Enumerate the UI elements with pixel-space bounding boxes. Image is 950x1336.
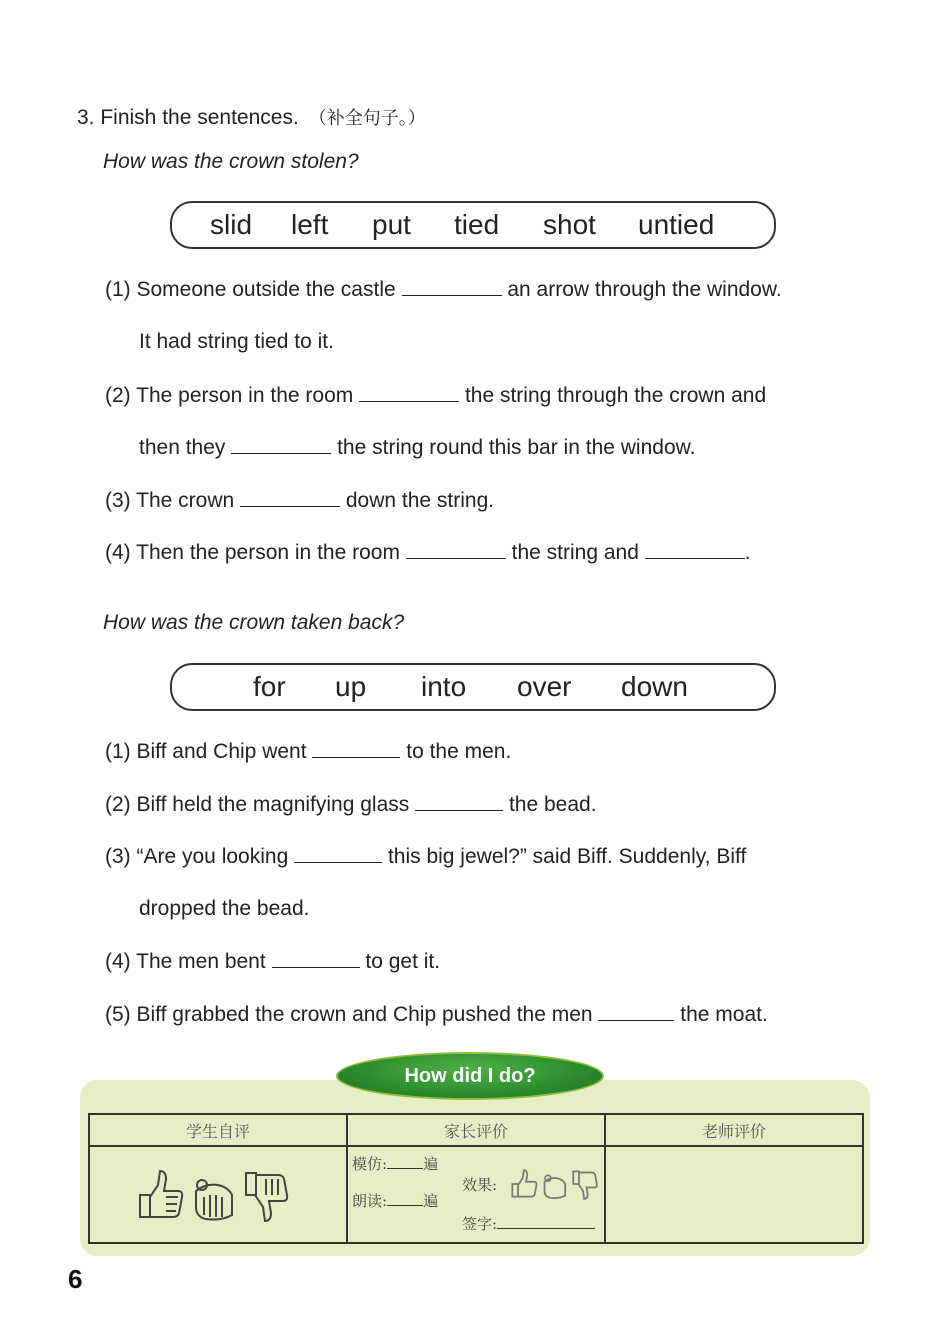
answer-blank[interactable] [294,844,382,863]
answer-blank[interactable] [415,792,503,811]
sentence-text: the bead. [508,793,597,816]
thumbs-down-icon[interactable] [573,1171,597,1199]
word-bank-1 [170,201,776,249]
ok-hand-icon[interactable] [196,1180,232,1220]
ok-hand-icon[interactable] [545,1175,566,1198]
word-bank-word: left [291,209,329,240]
read-row [352,1190,438,1211]
sentence-text: . [744,541,751,564]
parent-cell [347,1146,605,1243]
sentence-line [105,844,746,869]
sentence-text: (2) Biff held the magnifying glass [105,793,410,816]
word-bank-word: shot [543,209,596,240]
sentence-text: this big jewel?” said Biff. Suddenly, Biff [387,845,747,868]
sentence-text: (3) The crown [105,489,235,512]
answer-blank[interactable] [240,488,340,507]
word-bank-word: down [621,671,688,702]
answer-blank[interactable] [645,540,745,559]
word-bank-word: untied [638,209,715,240]
part1-question: How was the crown stolen? [103,150,359,173]
exercise-heading [77,104,426,130]
word-bank-word: over [517,671,572,702]
sentence-line [105,488,494,513]
sentence-line [105,949,440,974]
read-label: 朗读: [352,1192,388,1210]
word-bank-word: into [421,671,467,702]
sentence-text: It had string tied to it. [139,330,334,353]
teacher-header: 老师评价 [605,1114,863,1146]
sentence-text: to the men. [406,740,512,763]
evaluation-table [88,1113,864,1244]
sentence-line [105,1002,768,1027]
sentence-text: an arrow through the window. [507,278,782,301]
heading-cn: （补全句子。） [308,108,426,129]
sign-blank[interactable] [497,1216,595,1229]
read-count-blank[interactable] [387,1193,423,1206]
word-bank-word: slid [210,209,253,240]
sentence-text: (3) “Are you looking [105,845,289,868]
part2-question: How was the crown taken back? [103,611,405,634]
thumbs-up-icon[interactable] [512,1170,536,1196]
effect-label: 效果: [462,1176,498,1194]
sentence-text: the string and [511,541,639,564]
word-bank-word: put [372,209,411,240]
imitate-unit: 遍 [423,1155,439,1173]
parent-header: 家长评价 [347,1114,605,1146]
word-bank-word: tied [454,209,500,240]
thumbs-up-icon[interactable] [140,1171,182,1217]
answer-blank[interactable] [272,949,360,968]
answer-blank[interactable] [598,1002,674,1021]
answer-blank[interactable] [406,540,506,559]
read-unit: 遍 [423,1192,439,1210]
sentence-line [105,739,511,764]
word-bank-word: for [253,671,286,702]
imitate-row [352,1153,438,1174]
sentence-text: then they [139,436,226,459]
student-cell [89,1146,347,1243]
sentence-line [139,897,309,921]
sentence-text: (5) Biff grabbed the crown and Chip pushed the men [105,1003,593,1026]
sentence-line [105,540,751,565]
sentence-text: dropped the bead. [139,897,310,920]
evaluation-title: How did I do? [336,1052,604,1100]
answer-blank[interactable] [312,739,400,758]
sentence-text: the string round this bar in the window. [337,436,696,459]
sentence-text: to get it. [365,950,441,973]
imitate-count-blank[interactable] [387,1156,423,1169]
sentence-text: (4) Then the person in the room [105,541,400,564]
sentence-text: (1) Biff and Chip went [105,740,307,763]
sentence-text: (4) The men bent [105,950,266,973]
page-number: 6 [68,1264,83,1294]
word-bank-2 [170,663,776,711]
imitate-label: 模仿: [352,1155,388,1173]
sentence-line [105,277,782,302]
word-bank-word: up [335,671,367,702]
sentence-line [105,792,597,817]
sentence-line [139,330,334,354]
sign-label: 签字: [462,1215,498,1233]
thumbs-down-icon[interactable] [246,1173,287,1221]
answer-blank[interactable] [359,383,459,402]
sign-row [462,1213,595,1234]
sentence-text: down the string. [345,489,495,512]
teacher-cell[interactable] [605,1146,863,1243]
sentence-line [105,383,766,408]
hand-rating-icons [136,1167,296,1223]
student-header: 学生自评 [89,1114,347,1146]
sentence-line [139,435,695,460]
sentence-text: the string through the crown and [464,384,767,407]
answer-blank[interactable] [402,277,502,296]
effect-hand-icons [510,1167,602,1201]
heading-text: 3. Finish the sentences. [77,106,299,129]
sentence-text: (1) Someone outside the castle [105,278,396,301]
sentence-text: the moat. [680,1003,768,1026]
answer-blank[interactable] [231,435,331,454]
sentence-text: (2) The person in the room [105,384,354,407]
effect-row [462,1174,497,1195]
